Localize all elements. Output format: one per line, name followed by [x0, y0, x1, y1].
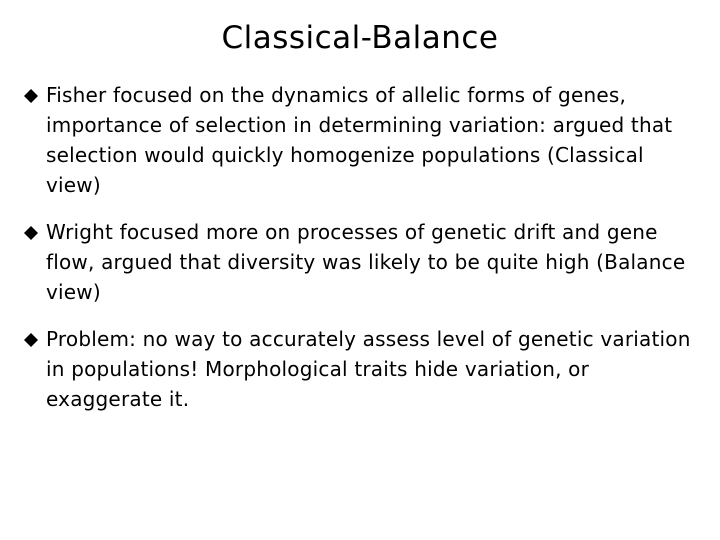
diamond-bullet-icon — [24, 333, 38, 347]
bullet-text-problem: Problem: no way to accurately assess level of genetic variation in populations! Morphological traits hide variation, or exaggerate it. — [46, 327, 691, 411]
bullet-item-fisher — [24, 80, 704, 200]
bullet-item-wright — [24, 217, 704, 307]
bullet-list — [24, 80, 704, 431]
bullet-item-problem — [24, 324, 704, 414]
diamond-bullet-icon — [24, 226, 38, 240]
bullet-text-wright: Wright focused more on processes of genetic drift and gene flow, argued that diversity was likely to be quite high (Balance view) — [46, 220, 686, 304]
bullet-text-fisher: Fisher focused on the dynamics of allelic forms of genes, importance of selection in determining variation: argued that selection would quickly homogenize populations (Classical view) — [46, 83, 673, 197]
diamond-bullet-icon — [24, 89, 38, 103]
slide-title: Classical-Balance — [221, 20, 499, 56]
